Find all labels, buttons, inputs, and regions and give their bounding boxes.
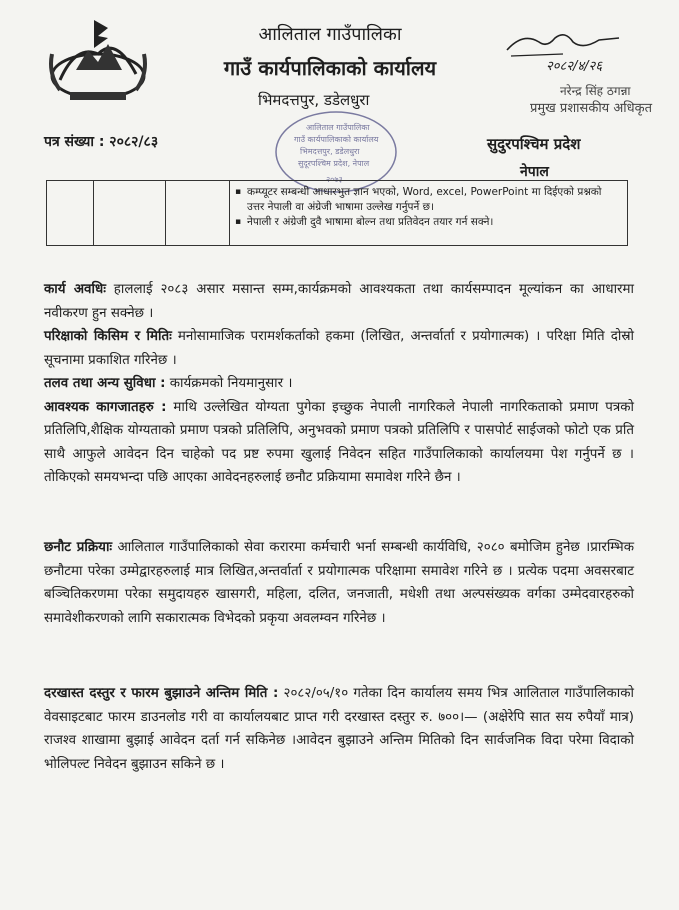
qualification-item: ▪ कम्प्यूटर सम्बन्धी आधारभुत ज्ञान भएको, Word, excel, PowerPoint मा दिईएको प्रश्नको उत्तर नेपाली वा अंग्रेजी भाषामा उल्लेख गर्नुपर्ने छ। [235, 185, 621, 215]
table-divider [229, 181, 230, 245]
deadline-paragraph [44, 682, 634, 776]
deadline-text: २०८२/०५/१० गतेका दिन कार्यालय समय भित्र आलिताल गाउँपालिकाको वेवसाइटबाट फारम डाउनलोड गरी वा कार्यालयबाट प्राप्त गरी दरखास्त दस्तुर रु. ७००।— (अक्षेरेपि सात सय रुपैयाँ मात्र) राजश्व शाखामा बुझाई आवेदन दर्ता गर्न सकिनेछ ।आवेदन बुझाउने अन्तिम मितिको दिन सार्वजनिक विदा परेमा विदाको भोलिपल्ट निवेदन बुझाउन सकिने छ । [44, 686, 634, 772]
municipality-name: आलिताल गाउँपालिका [258, 24, 402, 45]
table-divider [165, 181, 166, 245]
stamp-line: गाउँ कार्यपालिकाको कार्यालय [294, 135, 379, 144]
exam-paragraph [44, 325, 634, 372]
reference-number: पत्र संख्या : २०८२/८३ [44, 134, 159, 150]
stamp-line: आलिताल गाउँपालिका [306, 123, 370, 132]
salary-paragraph [44, 372, 634, 396]
exam-label: परिक्षाको किसिम र मितिः [44, 329, 172, 344]
selection-text: आलिताल गाउँपालिकाको सेवा करारमा कर्मचारी भर्ना सम्बन्धी कार्यविधि, २०८० बमोजिम हुनेछ ।प्रारम्भिक छनौटमा परेका उम्मेद्वारहरुलाई मात्र लिखित,अन्तर्वार्ता र प्रयोगात्मक परिक्षामा समावेश गरिने छ । प्रत्येक पदमा अवसरबाट बञ्चितिकरणमा परेका समुदायहरु खासगरी, महिला, दलित, जनजाती, मधेशी तथा अल्पसंख्यक वर्गका उम्मेदवारहरुको समावेशीकरणको लागि सकारात्मक विभेदको प्रकृया अवलम्वन गरिनेछ । [44, 540, 634, 626]
tenure-label: कार्य अवधिः [44, 282, 106, 297]
signatory-name: नरेन्द्र सिंह ठगन्ना [560, 84, 631, 98]
selection-label: छनौट प्रक्रियाः [44, 540, 113, 555]
notice-details [44, 278, 634, 490]
salary-label: तलव तथा अन्य सुविधा : [44, 376, 166, 391]
table-divider [93, 181, 94, 245]
deadline-label: दरखास्त दस्तुर र फारम बुझाउने अन्तिम मिति : [44, 686, 279, 701]
selection-section [44, 536, 634, 630]
documents-paragraph [44, 396, 634, 490]
documents-label: आवश्यक कागजातहरु : [44, 399, 167, 415]
stamp-line: भिमदत्तपुर, डडेलधुरा [300, 147, 360, 156]
documents-text: माथि उल्लेखित योग्यता पुगेका इच्छुक नेपाली नागरिकले नेपाली नागरिकताको प्रमाण पत्रको प्रतिलिपि,शैक्षिक योग्यताको प्रमाण पत्रको प्रतिलिपि, अनुभवको प्रमाण पत्रको प्रतिलिपि र पासपोर्ट साईजको फोटो एक प्रति साथै आफुले आवेदन दिन चाहेको पद प्रष्ट रुपमा खुलाई निवेदन सहित गाउँपालिकाको कार्यालयमा पेश गर्नुपर्ने छ । तोकिएको समयभन्दा पछि आएका आवेदनहरुलाई छनौट प्रक्रियामा समावेश गरिने छैन । [44, 399, 634, 485]
qualification-list [235, 185, 621, 230]
signature-date: २०८२/४/२६ [546, 59, 603, 74]
nepal-emblem-icon [46, 14, 150, 106]
office-address: भिमदत्तपुर, डडेलधुरा [258, 91, 370, 109]
stamp-line: २०७३ [326, 175, 343, 184]
qualifications-table [46, 180, 628, 246]
exam-text: मनोसामाजिक परामर्शकर्ताको हकमा (लिखित, अन्तर्वार्ता र प्रयोगात्मक) । परिक्षा मिति दोस्रो सूचनामा प्रकाशित गरिनेछ । [44, 329, 634, 368]
province-name: सुदुरपश्चिम प्रदेश [487, 135, 581, 153]
stamp-line: सुदूरपश्चिम प्रदेश, नेपाल [298, 159, 370, 168]
salary-text: कार्यक्रमको नियमानुसार । [165, 376, 293, 391]
qualification-item: ▪ नेपाली र अंग्रेजी दुवै भाषामा बोल्न तथा प्रतिवेदन तयार गर्न सक्ने। [235, 215, 621, 230]
signatory-title: प्रमुख प्रशासकीय अधिकृत [530, 101, 653, 116]
country-name: नेपाल [520, 164, 549, 180]
office-name: गाउँ कार्यपालिकाको कार्यालय [223, 56, 437, 80]
tenure-text: हाललाई २०८३ असार मसान्त सम्म,कार्यक्रमको आवश्यकता तथा कार्यसम्पादन मूल्यांकन का आधारमा नवीकरण हुन सक्नेछ । [44, 282, 634, 321]
deadline-section [44, 682, 634, 776]
selection-paragraph [44, 536, 634, 630]
tenure-paragraph [44, 278, 634, 325]
